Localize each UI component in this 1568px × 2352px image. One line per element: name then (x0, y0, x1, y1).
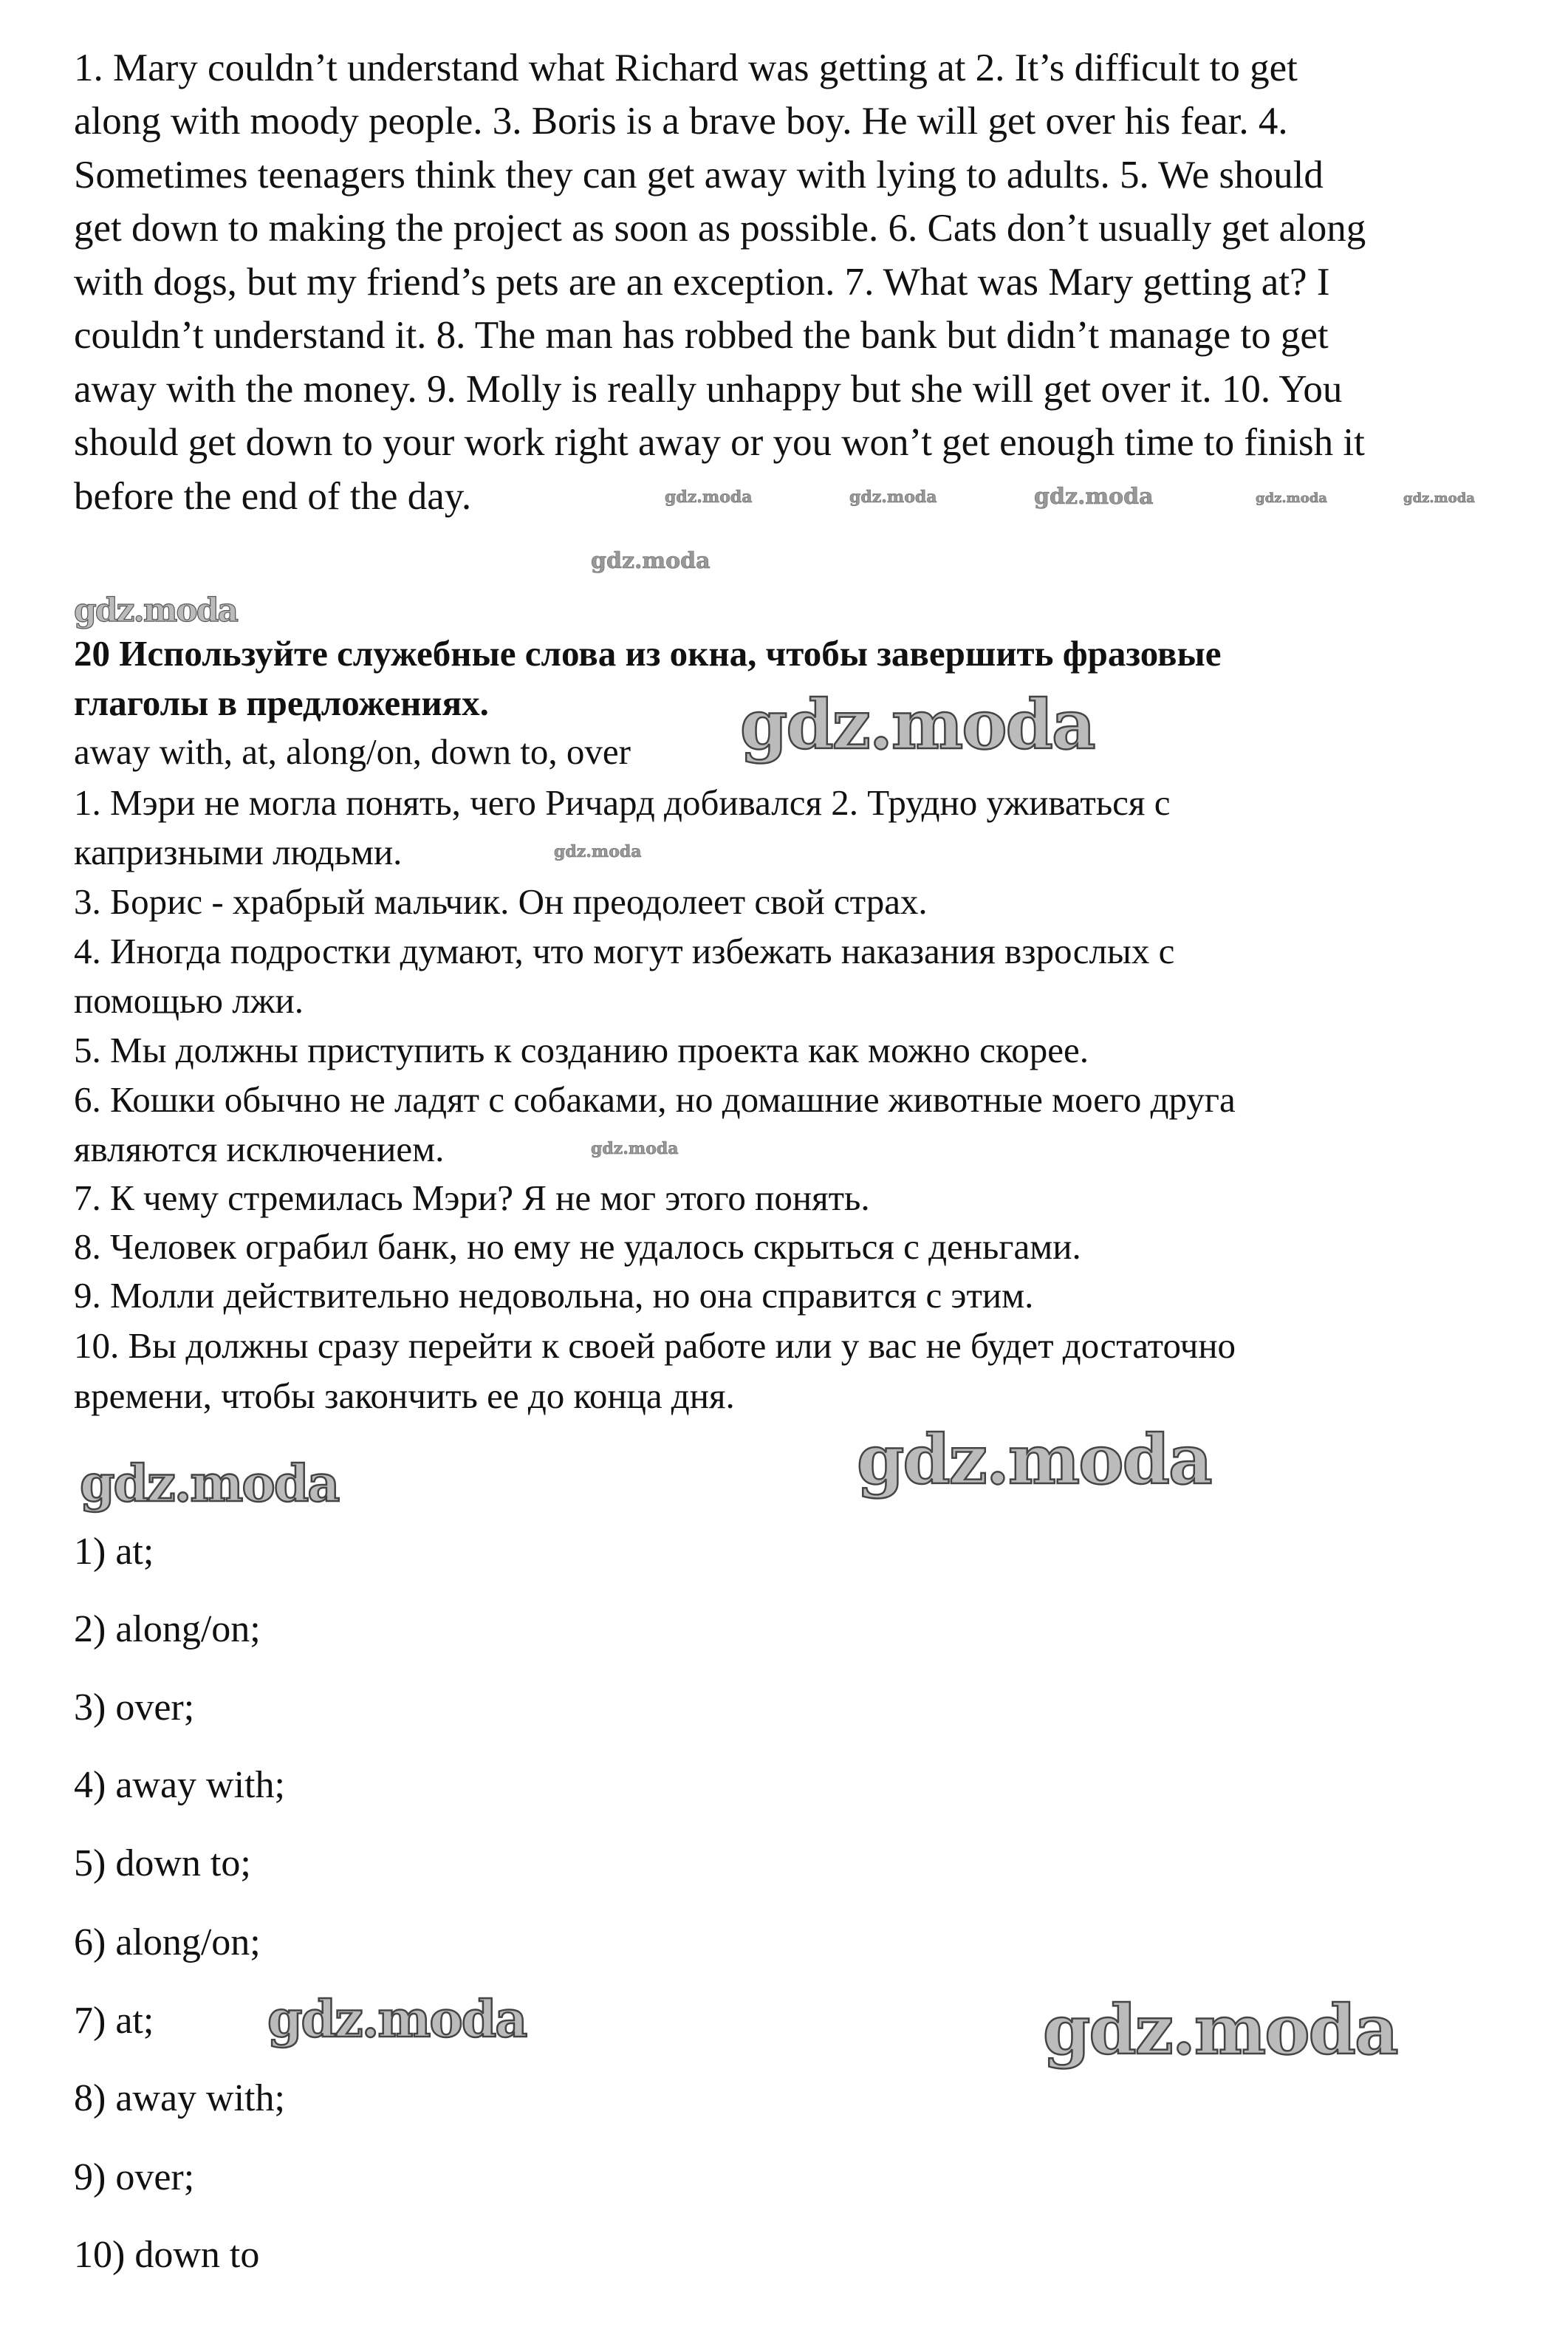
answer-item: 4) away with; (74, 1764, 285, 1806)
text-line: couldn’t understand it. 8. The man has robbed the bank but didn’t manage to get (74, 314, 1329, 357)
watermark: gdz.moda (74, 592, 238, 629)
text-line: являются исключением. (74, 1129, 445, 1169)
text-line: 6. Кошки обычно не ладят с собаками, но домашние животные моего друга (74, 1079, 1236, 1120)
watermark: gdz.moda (591, 548, 711, 574)
answer-item: 10) down to (74, 2234, 260, 2276)
word-box: away with, at, along/on, down to, over (74, 731, 631, 772)
text-line: away with the money. 9. Molly is really unhappy but she will get over it. 10. You (74, 368, 1343, 411)
answer-item: 8) away with; (74, 2077, 285, 2119)
text-line: 9. Молли действительно недовольна, но она справится с этим. (74, 1275, 1034, 1316)
answer-item: 7) at; (74, 2000, 154, 2042)
text-line: 1. Мэри не могла понять, чего Ричард добивался 2. Трудно уживаться с (74, 782, 1171, 823)
text-line: 5. Мы должны приступить к созданию проекта как можно скорее. (74, 1030, 1089, 1070)
watermark: gdz.moda (740, 685, 1095, 765)
text-line: should get down to your work right away or you won’t get enough time to finish it (74, 421, 1365, 464)
answer-item: 2) along/on; (74, 1608, 261, 1650)
answer-item: 1) at; (74, 1531, 154, 1573)
text-line: 3. Борис - храбрый мальчик. Он преодолеет свой страх. (74, 881, 928, 922)
text-line: времени, чтобы закончить ее до конца дня. (74, 1375, 735, 1416)
watermark: gdz.moda (554, 842, 642, 861)
text-line: before the end of the day. (74, 475, 472, 518)
answer-item: 6) along/on; (74, 1921, 261, 1963)
answer-item: 3) over; (74, 1686, 195, 1729)
text-line: капризными людьми. (74, 832, 403, 872)
watermark: gdz.moda (1256, 490, 1327, 506)
answer-item: 9) over; (74, 2156, 195, 2198)
text-line: along with moody people. 3. Boris is a brave boy. He will get over his fear. 4. (74, 100, 1288, 143)
text-line: with dogs, but my friend’s pets are an exception. 7. What was Mary getting at? I (74, 261, 1330, 304)
watermark: gdz.moda (849, 488, 937, 507)
text-line: 10. Вы должны сразу перейти к своей работе или у вас не будет достаточно (74, 1325, 1236, 1366)
watermark: gdz.moda (1043, 1990, 1397, 2070)
text-line: 8. Человек ограбил банк, но ему не удалось скрыться с деньгами. (74, 1226, 1081, 1267)
answer-item: 5) down to; (74, 1842, 251, 1884)
watermark: gdz.moda (591, 1139, 679, 1158)
watermark: gdz.moda (857, 1420, 1211, 1500)
watermark: gdz.moda (80, 1454, 339, 1514)
heading-line: глаголы в предложениях. (74, 683, 489, 723)
text-line: помощью лжи. (74, 980, 304, 1021)
watermark: gdz.moda (1403, 490, 1475, 506)
watermark: gdz.moda (267, 1990, 527, 2049)
watermark: gdz.moda (665, 488, 753, 507)
text-line: 7. К чему стремилась Мэри? Я не мог этого понять. (74, 1177, 870, 1218)
text-line: 4. Иногда подростки думают, что могут избежать наказания взрослых с (74, 931, 1175, 971)
heading-line: 20 Используйте служебные слова из окна, чтобы завершить фразовые (74, 633, 1222, 674)
watermark: gdz.moda (1034, 484, 1154, 510)
text-line: get down to making the project as soon as possible. 6. Cats don’t usually get along (74, 207, 1366, 250)
text-line: Sometimes teenagers think they can get away with lying to adults. 5. We should (74, 154, 1324, 196)
text-line: 1. Mary couldn’t understand what Richard was getting at 2. It’s difficult to get (74, 47, 1298, 89)
